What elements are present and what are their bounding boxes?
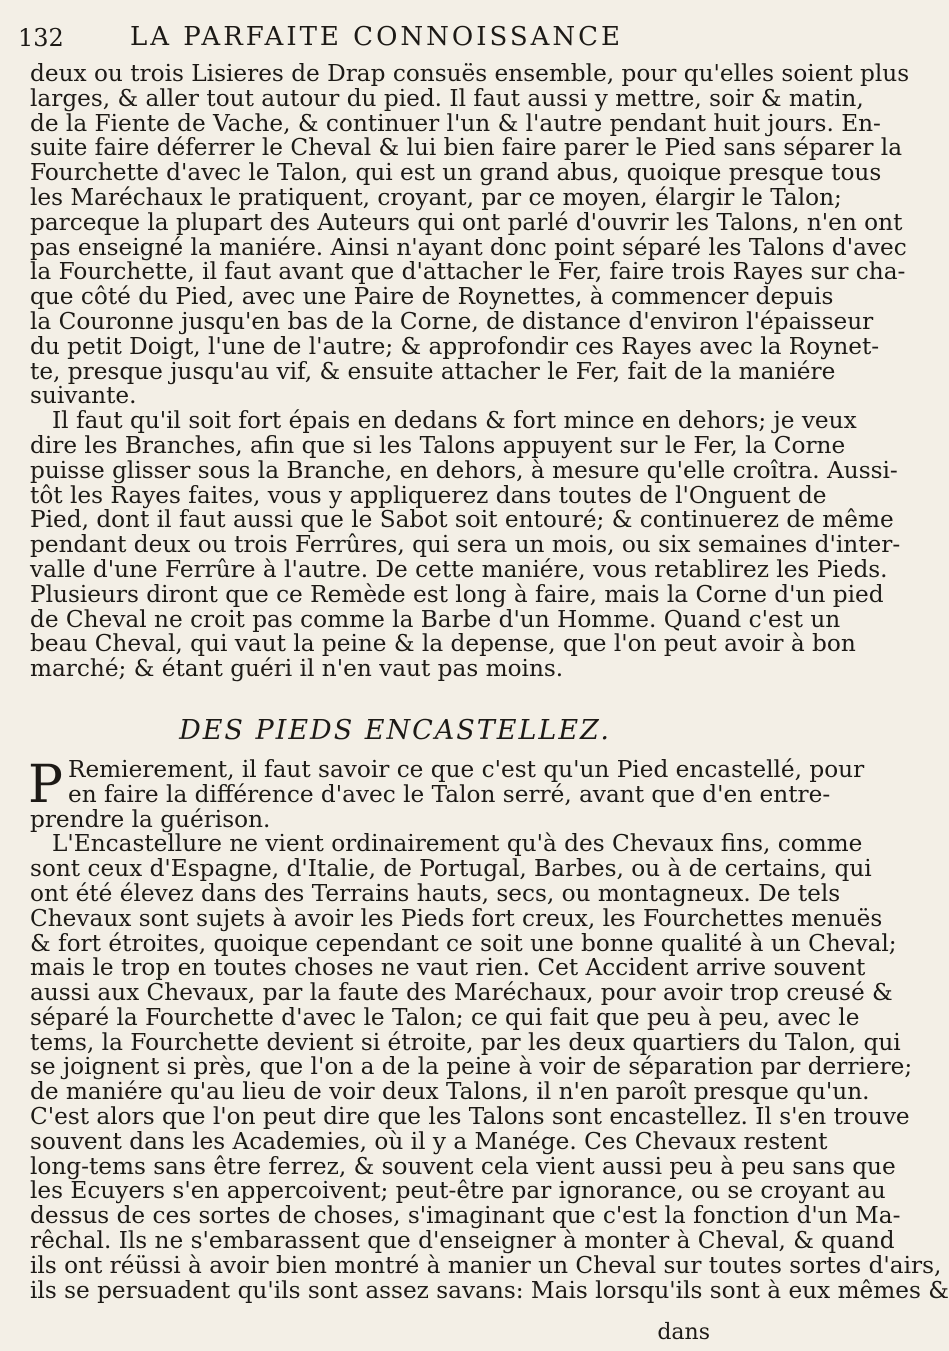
text-line: du petit Doigt, l'une de l'autre; & approfondir ces Rayes avec la Roynet-: [30, 332, 880, 360]
text-line: que côté du Pied, avec une Paire de Roynettes, à commencer depuis: [30, 283, 834, 311]
text-line: les Maréchaux le pratiquent, croyant, par ce moyen, élargir le Talon;: [30, 183, 842, 211]
text-line: pendant deux ou trois Ferrûres, qui sera un mois, ou six semaines d'inter-: [30, 531, 901, 559]
text-line: suite faire déferrer le Cheval & lui bien faire parer le Pied sans séparer la: [30, 134, 903, 162]
text-line: Chevaux sont sujets à avoir les Pieds fort creux, les Fourchettes menuës: [30, 904, 883, 932]
text-line: marché; & étant guéri il n'en vaut pas moins.: [30, 655, 564, 683]
text-line: prendre la guérison.: [30, 805, 271, 833]
text-line: pas enseigné la maniére. Ainsi n'ayant donc point séparé les Talons d'avec: [30, 233, 907, 261]
text-line: larges, & aller tout autour du pied. Il faut aussi y mettre, soir & matin,: [30, 84, 864, 112]
text-line: deux ou trois Lisieres de Drap consuës ensemble, pour qu'elles soient plus: [30, 60, 910, 87]
paragraph-4: [30, 830, 949, 1304]
text-line: L'Encastellure ne vient ordinairement qu'à des Chevaux fins, comme: [52, 830, 863, 858]
text-line: Fourchette d'avec le Talon, qui est un grand abus, quoique presque tous: [30, 159, 882, 187]
text-line: dessus de ces sortes de choses, s'imaginant que c'est la fonction d'un Ma-: [30, 1202, 901, 1230]
paragraph-3: [28, 754, 865, 833]
text-line: Remierement, il faut savoir ce que c'est qu'un Pied encastellé, pour: [68, 755, 865, 783]
page-number: 132: [18, 24, 64, 52]
text-line: aussi aux Chevaux, par la faute des Maréchaux, pour avoir trop creusé &: [30, 979, 893, 1007]
drop-cap: P: [28, 754, 63, 815]
text-line: de la Fiente de Vache, & continuer l'un & l'autre pendant huit jours. En-: [30, 109, 881, 137]
text-line: beau Cheval, qui vaut la peine & la depense, que l'on peut avoir à bon: [30, 630, 856, 658]
text-line: de maniére qu'au lieu de voir deux Talons, il n'en paroît presque qu'un.: [30, 1078, 870, 1106]
text-line: ont été élevez dans des Terrains hauts, secs, ou montagneux. De tels: [30, 879, 841, 907]
text-line: souvent dans les Academies, où il y a Manége. Ces Chevaux restent: [30, 1127, 828, 1155]
text-line: C'est alors que l'on peut dire que les Talons sont encastellez. Il s'en trouve: [30, 1103, 910, 1131]
text-line: en faire la différence d'avec le Talon serré, avant que d'en entre-: [68, 780, 831, 808]
text-line: dire les Branches, afin que si les Talons appuyent sur le Fer, la Corne: [30, 431, 846, 459]
text-line: Plusieurs diront que ce Remède est long à faire, mais la Corne d'un pied: [30, 580, 884, 608]
text-line: la Fourchette, il faut avant que d'attacher le Fer, faire trois Rayes sur cha-: [30, 258, 906, 286]
text-line: Pied, dont il faut aussi que le Sabot soit entouré; & continuerez de même: [30, 506, 894, 534]
text-line: te, presque jusqu'au vif, & ensuite attacher le Fer, fait de la maniére: [30, 357, 836, 385]
text-line: & fort étroites, quoique cependant ce soit une bonne qualité à un Cheval;: [30, 929, 897, 957]
text-line: valle d'une Ferrûre à l'autre. De cette maniére, vous retablirez les Pieds.: [30, 555, 888, 583]
text-line: tems, la Fourchette devient si étroite, par les deux quartiers du Talon, qui: [30, 1028, 901, 1056]
catchword: dans: [657, 1320, 710, 1345]
running-title: LA PARFAITE CONNOISSANCE: [130, 22, 624, 52]
section-spacer: [30, 682, 760, 712]
text-line: rêchal. Ils ne s'embarassent que d'enseigner à monter à Cheval, & quand: [30, 1227, 895, 1255]
text-line: Il faut qu'il soit fort épais en dedans & fort mince en dehors; je veux: [52, 407, 857, 435]
text-line: la Couronne jusqu'en bas de la Corne, de distance d'environ l'épaisseur: [30, 307, 874, 335]
text-line: tôt les Rayes faites, vous y appliquerez dans toutes de l'Onguent de: [30, 481, 827, 509]
text-line: long-tems sans être ferrez, & souvent cela vient aussi peu à peu sans que: [30, 1152, 896, 1180]
text-line: ils se persuadent qu'ils sont assez savans: Mais lorsqu'ils sont à eux mêmes &: [30, 1276, 949, 1304]
paragraph-2: [30, 407, 901, 683]
paragraph-1: [30, 60, 910, 410]
text-line: sont ceux d'Espagne, d'Italie, de Portugal, Barbes, ou à de certains, qui: [30, 855, 872, 883]
body-text: [28, 60, 949, 1304]
section-heading: DES PIEDS ENCASTELLEZ.: [179, 714, 611, 746]
text-line: les Ecuyers s'en appercoivent; peut-être par ignorance, ou se croyant au: [30, 1177, 886, 1205]
text-line: parceque la plupart des Auteurs qui ont parlé d'ouvrir les Talons, n'en ont: [30, 208, 903, 236]
text-line: de Cheval ne croit pas comme la Barbe d'un Homme. Quand c'est un: [30, 605, 841, 633]
text-line: séparé la Fourchette d'avec le Talon; ce qui fait que peu à peu, avec le: [30, 1003, 860, 1031]
page-header: [18, 12, 788, 56]
text-line: ils ont réüssi à avoir bien montré à manier un Cheval sur toutes sortes d'airs,: [30, 1251, 942, 1279]
text-line: se joignent si près, que l'on a de la peine à voir de séparation par derriere;: [30, 1053, 913, 1081]
text-line: puisse glisser sous la Branche, en dehors, à mesure qu'elle croîtra. Aussi-: [30, 456, 898, 484]
text-line: suivante.: [30, 382, 137, 410]
text-line: mais le trop en toutes choses ne vaut rien. Cet Accident arrive souvent: [30, 954, 866, 982]
